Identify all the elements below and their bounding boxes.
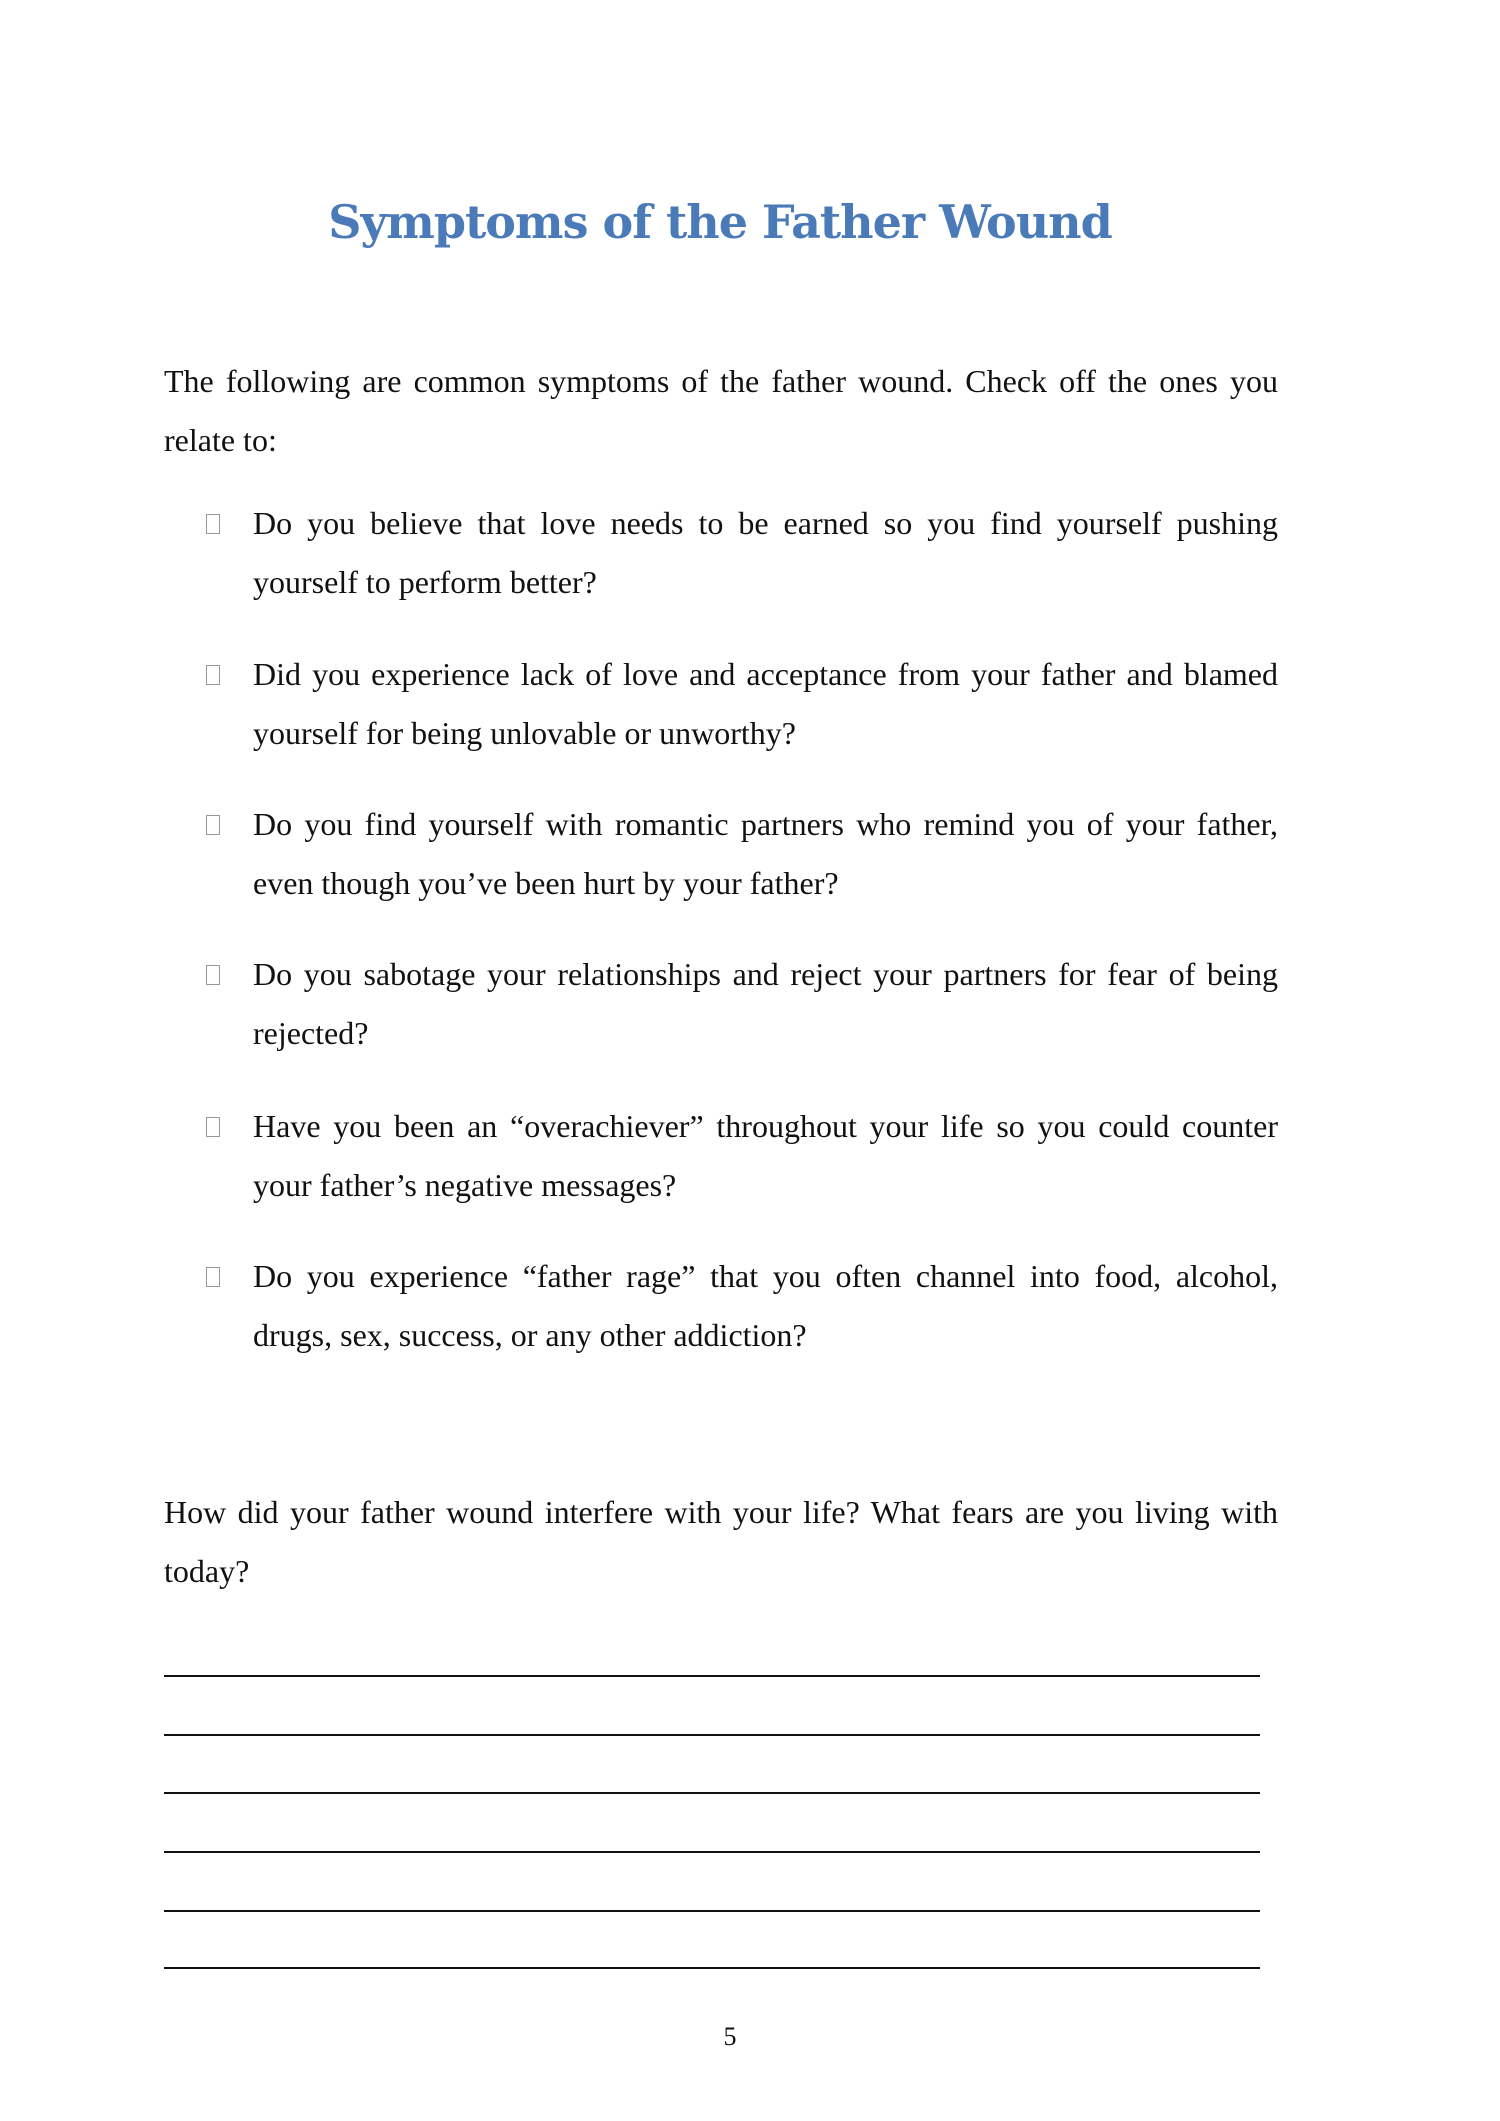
answer-line[interactable] — [164, 1792, 1260, 1794]
checklist-item-text: Do you sabotage your relationships and reject your partners for fear of being rejected? — [253, 956, 1278, 1051]
checklist-item-text: Do you find yourself with romantic partners who remind you of your father, even though you’ve been hurt by your father? — [253, 806, 1278, 901]
checklist-item[interactable] — [206, 945, 1278, 1063]
answer-line[interactable] — [164, 1675, 1260, 1677]
checkbox[interactable] — [206, 665, 220, 685]
answer-line[interactable] — [164, 1910, 1260, 1912]
checkbox[interactable] — [206, 514, 220, 534]
answer-line[interactable] — [164, 1734, 1260, 1736]
reflection-question: How did your father wound interfere with your life? What fears are you living with today? — [164, 1494, 1278, 1589]
page-title: Symptoms of the Father Wound — [328, 195, 1112, 249]
checklist-item-text: Did you experience lack of love and acceptance from your father and blamed yourself for being unlovable or unworthy? — [253, 656, 1278, 751]
checklist-item[interactable] — [206, 494, 1278, 612]
answer-line[interactable] — [164, 1967, 1260, 1969]
checklist-item-text: Do you experience “father rage” that you often channel into food, alcohol, drugs, sex, success, or any other addiction? — [253, 1258, 1278, 1353]
checkbox[interactable] — [206, 965, 220, 985]
answer-line[interactable] — [164, 1851, 1260, 1853]
checklist-item[interactable] — [206, 645, 1278, 763]
checklist-item-text: Do you believe that love needs to be earned so you find yourself pushing yourself to perform better? — [253, 505, 1278, 600]
checklist-item[interactable] — [206, 795, 1278, 913]
page-number: 5 — [723, 2022, 737, 2051]
checkbox[interactable] — [206, 1267, 220, 1287]
checklist-item[interactable] — [206, 1097, 1278, 1215]
checkbox[interactable] — [206, 1117, 220, 1137]
checkbox[interactable] — [206, 815, 220, 835]
checklist-item[interactable] — [206, 1247, 1278, 1365]
checklist-item-text: Have you been an “overachiever” throughout your life so you could counter your father’s negative messages? — [253, 1108, 1278, 1203]
intro-paragraph: The following are common symptoms of the father wound. Check off the ones you relate to: — [164, 363, 1278, 458]
